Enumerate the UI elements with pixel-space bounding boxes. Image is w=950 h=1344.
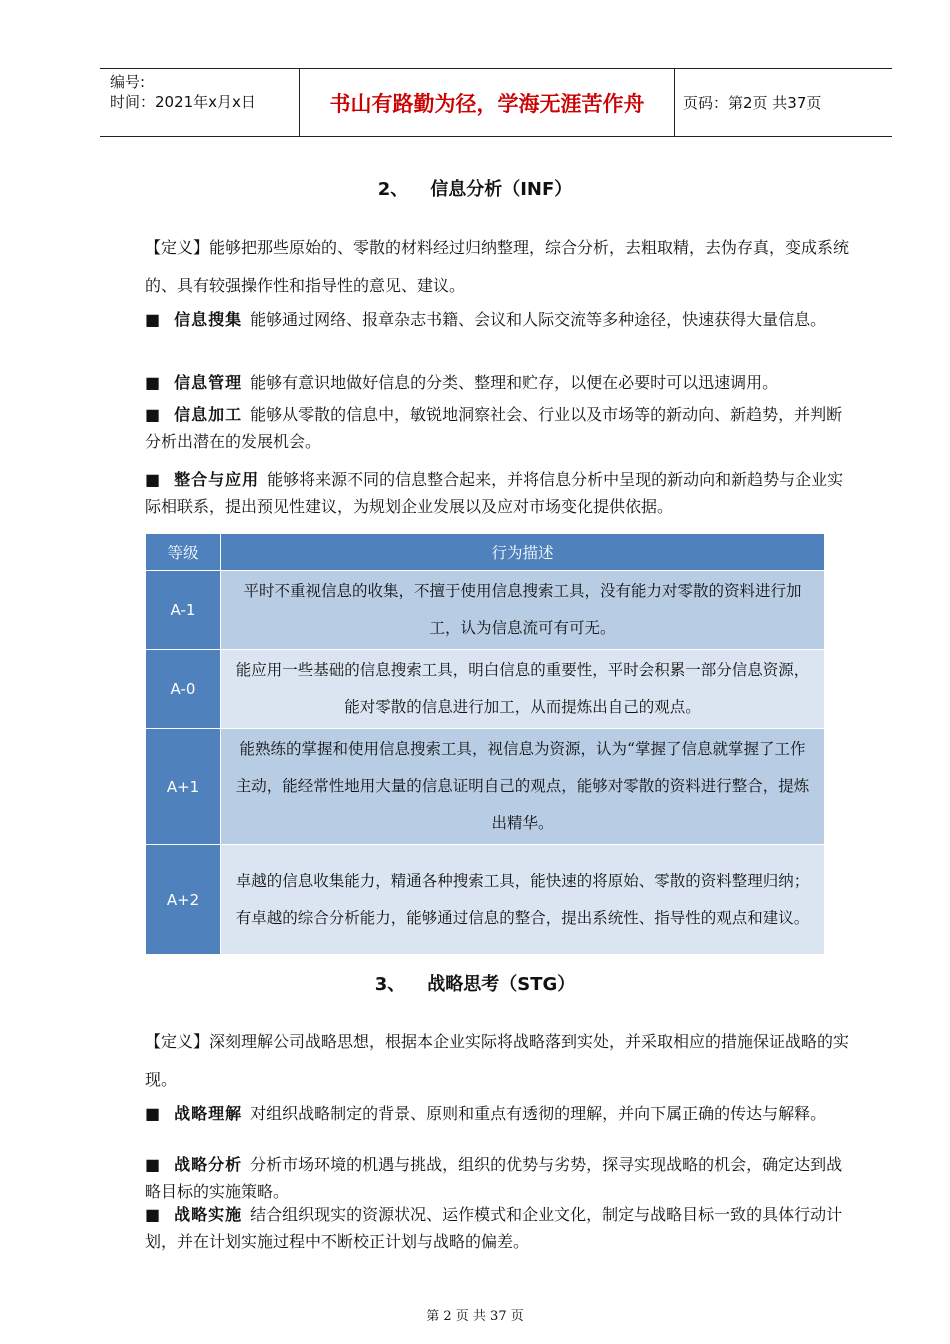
item-text: 分析市场环境的机遇与挑战，组织的优势与劣势，探寻实现战略的机会，确定达到战略目标的实施策略。 xyxy=(145,1155,843,1201)
page-header xyxy=(100,68,892,137)
col-desc-header: 行为描述 xyxy=(221,534,825,571)
level-cell: A-1 xyxy=(146,571,221,650)
section2-item xyxy=(145,369,855,396)
bullet-icon: ■ xyxy=(145,310,161,329)
item-text: 能够从零散的信息中，敏锐地洞察社会、行业以及市场等的新动向、新趋势，并判断分析出潜在的发展机会。 xyxy=(145,405,843,451)
bullet-icon: ■ xyxy=(145,1104,161,1123)
item-text: 能够有意识地做好信息的分类、整理和贮存，以便在必要时可以迅速调用。 xyxy=(250,373,779,392)
section3-definition: 【定义】深刻理解公司战略思想，根据本企业实际将战略落到实处，并采取相应的措施保证战略的实现。 xyxy=(145,1032,850,1089)
col-level-header: 等级 xyxy=(146,534,221,571)
header-page: 页码：第2页 共37页 xyxy=(683,94,822,112)
table-row xyxy=(146,845,825,955)
item-keyword: 战略理解 xyxy=(174,1104,243,1123)
section2-title-text: 信息分析（INF） xyxy=(430,179,573,200)
level-cell: A+1 xyxy=(146,729,221,845)
item-keyword: 战略分析 xyxy=(174,1155,243,1174)
item-text: 能够将来源不同的信息整合起来，并将信息分析中呈现的新动向和新趋势与企业实际相联系，提出预见性建议，为规划企业发展以及应对市场变化提供依据。 xyxy=(145,470,844,516)
section2-item xyxy=(145,466,855,520)
section3-title-text: 战略思考（STG） xyxy=(427,974,576,995)
item-keyword: 信息搜集 xyxy=(174,310,243,329)
item-text: 对组织战略制定的背景、原则和重点有透彻的理解，并向下属正确的传达与解释。 xyxy=(250,1104,827,1123)
header-motto: 书山有路勤为径，学海无涯苦作舟 xyxy=(300,69,675,136)
item-text: 能够通过网络、报章杂志书籍、会议和人际交流等多种途径，快速获得大量信息。 xyxy=(250,310,827,329)
desc-cell: 平时不重视信息的收集，不擅于使用信息搜索工具，没有能力对零散的资料进行加工，认为信息流可有可无。 xyxy=(221,571,825,650)
bullet-icon: ■ xyxy=(145,373,161,392)
item-keyword: 战略实施 xyxy=(174,1205,243,1224)
item-keyword: 信息加工 xyxy=(174,405,243,424)
item-keyword: 整合与应用 xyxy=(174,470,260,489)
item-keyword: 信息管理 xyxy=(174,373,243,392)
header-time: 时间：2021年x月x日 xyxy=(110,93,256,111)
section3-item xyxy=(145,1151,855,1205)
table-row xyxy=(146,729,825,845)
section3-number: 3、 xyxy=(374,974,406,995)
table-header-row xyxy=(146,534,825,571)
section2-number: 2、 xyxy=(377,179,409,200)
section2-item xyxy=(145,306,855,333)
header-number: 编号: xyxy=(110,73,146,91)
table-row xyxy=(146,571,825,650)
bullet-icon: ■ xyxy=(145,470,161,489)
section2-item xyxy=(145,401,855,455)
level-cell: A+2 xyxy=(146,845,221,955)
behavior-table xyxy=(145,533,825,955)
header-meta xyxy=(100,69,300,136)
section3-title xyxy=(0,970,950,996)
bullet-icon: ■ xyxy=(145,1155,161,1174)
page-footer: 第 2 页 共 37 页 xyxy=(426,1309,524,1324)
item-text: 结合组织现实的资源状况、运作模式和企业文化，制定与战略目标一致的具体行动计划，并在计划实施过程中不断校正计划与战略的偏差。 xyxy=(145,1205,843,1251)
section2-title xyxy=(0,175,950,201)
section3-item xyxy=(145,1100,855,1127)
bullet-icon: ■ xyxy=(145,1205,161,1224)
desc-cell: 卓越的信息收集能力，精通各种搜索工具，能快速的将原始、零散的资料整理归纳；有卓越的综合分析能力，能够通过信息的整合，提出系统性、指导性的观点和建议。 xyxy=(221,845,825,955)
level-cell: A-0 xyxy=(146,650,221,729)
desc-cell: 能熟练的掌握和使用信息搜索工具，视信息为资源，认为“掌握了信息就掌握了工作主动，能经常性地用大量的信息证明自己的观点，能够对零散的资料进行整合，提炼出精华。 xyxy=(221,729,825,845)
desc-cell: 能应用一些基础的信息搜索工具，明白信息的重要性，平时会积累一部分信息资源，能对零散的信息进行加工，从而提炼出自己的观点。 xyxy=(221,650,825,729)
section3-item xyxy=(145,1201,855,1255)
section2-definition: 【定义】能够把那些原始的、零散的材料经过归纳整理，综合分析，去粗取精，去伪存真，变成系统的、具有较强操作性和指导性的意见、建议。 xyxy=(145,238,850,295)
table-row xyxy=(146,650,825,729)
bullet-icon: ■ xyxy=(145,405,161,424)
